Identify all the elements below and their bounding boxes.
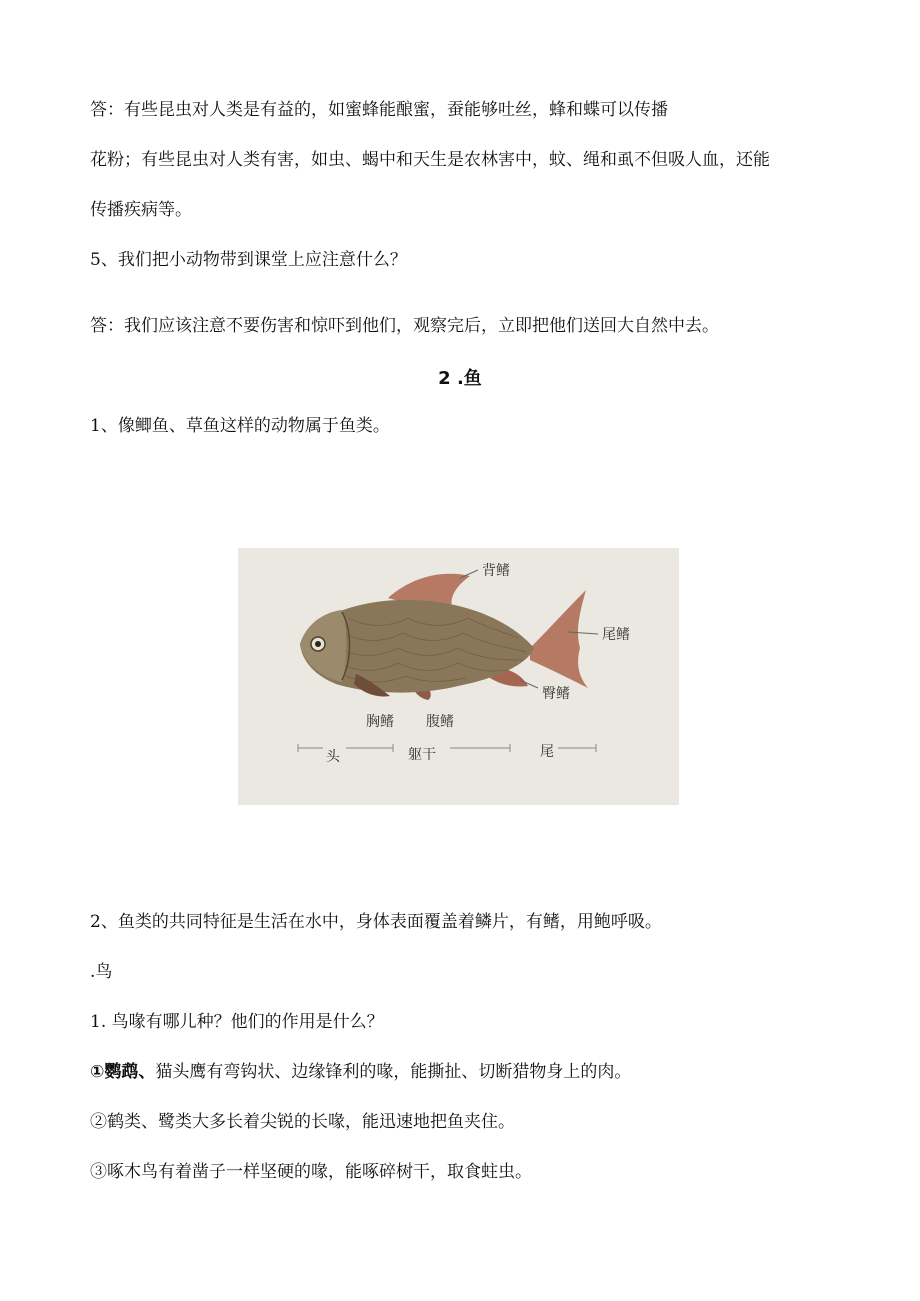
bird-answer-2: ②鹤类、鹭类大多长着尖锐的长喙，能迅速地把鱼夹住。 [90, 1112, 515, 1132]
question-5: 5、我们把小动物带到课堂上应注意什么？ [90, 250, 407, 270]
fish-point-2: 2、鱼类的共同特征是生活在水中，身体表面覆盖着鳞片，有鳍，用鲍呼吸。 [90, 912, 662, 932]
answer-4-line-1: 答：有些昆虫对人类是有益的，如蜜蜂能酿蜜，蚕能够吐丝，蜂和蝶可以传播 [90, 100, 668, 120]
answer-4-line-2: 花粉；有些昆虫对人类有害，如虫、蝎中和天生是农林害中，蚊、绳和虱不但吸人血，还能 [90, 150, 770, 170]
fish-diagram [238, 548, 679, 805]
fish-illustration [238, 548, 679, 805]
label-tail: 尾 [540, 744, 554, 760]
label-tail-fin: 尾鳍 [602, 627, 630, 643]
label-head: 头 [326, 749, 340, 765]
bird-answer-3: ③啄木鸟有着凿子一样坚硬的喙，能啄碎树干，取食蛀虫。 [90, 1162, 532, 1182]
tail-fin-shape [530, 590, 588, 688]
fish-point-1: 1、像鲫鱼、草鱼这样的动物属于鱼类。 [90, 416, 390, 436]
bird-answer-1-lead: ①鹦鹉、 [90, 1062, 156, 1082]
section-title-bird: .鸟 [90, 962, 113, 982]
bird-answer-1 [90, 1060, 631, 1084]
label-pectoral-fin: 胸鳍 [366, 714, 394, 730]
label-trunk: 躯干 [408, 747, 436, 763]
label-pelvic-fin: 腹鳍 [426, 714, 454, 730]
section-title-fish: 2 .鱼 [438, 368, 482, 389]
label-anal-fin: 臀鳍 [542, 686, 570, 702]
answer-4-line-3: 传播疾病等。 [90, 200, 192, 220]
answer-5: 答：我们应该注意不要伤害和惊吓到他们，观察完后，立即把他们送回大自然中去。 [90, 316, 719, 336]
bird-answer-1-rest: 猫头鹰有弯钩状、边缘锋利的喙，能撕扯、切断猎物身上的肉。 [155, 1062, 632, 1082]
bird-question-1: 1. 鸟喙有哪儿种？他们的作用是什么？ [90, 1012, 384, 1032]
label-dorsal-fin: 背鳍 [482, 563, 510, 579]
